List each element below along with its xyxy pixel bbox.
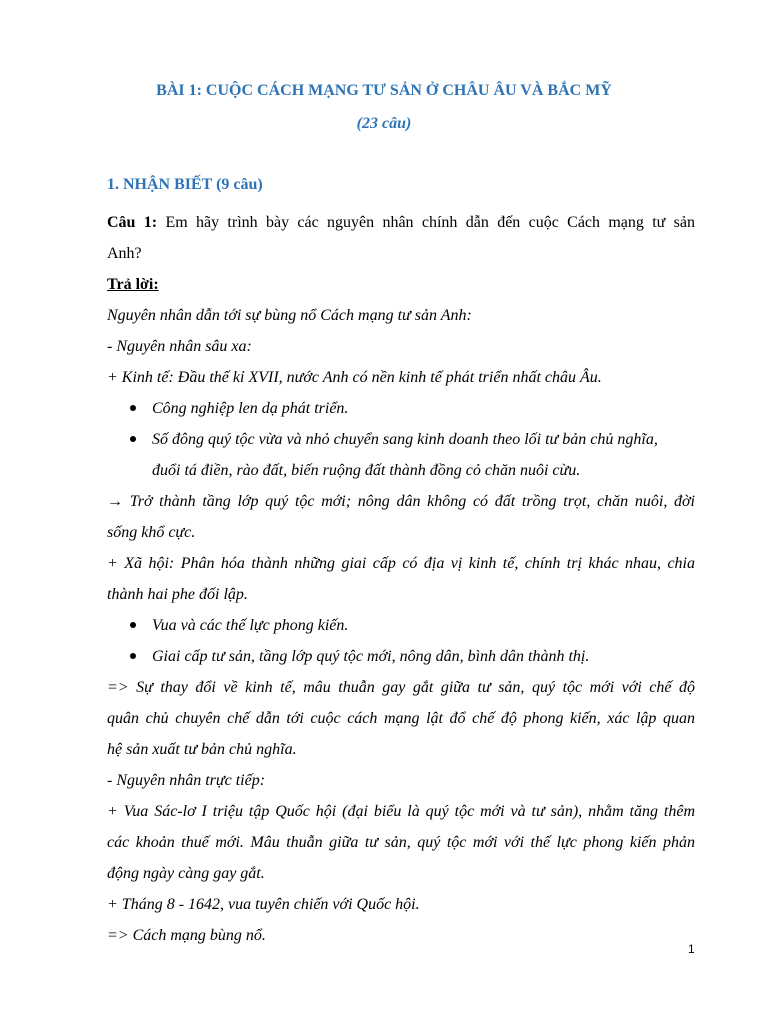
document-subtitle: (23 câu) — [356, 115, 412, 132]
question-text-cont: Anh? — [107, 245, 142, 262]
document-body — [107, 207, 695, 951]
bullet-icon — [130, 436, 136, 442]
paragraph-line: động ngày càng gay gắt. — [107, 865, 265, 882]
section-heading: 1. NHẬN BIẾT (9 câu) — [107, 176, 263, 193]
bullet-text: Số đông quý tộc vừa và nhỏ chuyển sang kinh doanh theo lối tư bản chủ nghĩa, — [152, 431, 658, 448]
document-title: BÀI 1: CUỘC CÁCH MẠNG TƯ SẢN Ở CHÂU ÂU VÀ BẮC MỸ — [156, 82, 612, 99]
bullet-text: Vua và các thế lực phong kiến. — [152, 617, 349, 634]
paragraph-line: => Sự thay đổi về kinh tế, mâu thuẫn gay gắt giữa tư sản, quý tộc mới với chế độ — [107, 679, 695, 696]
bullet-item — [107, 424, 695, 455]
question-text: Em hãy trình bày các nguyên nhân chính dẫn đến cuộc Cách mạng tư sản — [157, 214, 695, 231]
bullet-item — [107, 641, 695, 672]
answer-label: Trả lời: — [107, 276, 159, 293]
bullet-item — [107, 610, 695, 641]
paragraph-line — [107, 486, 695, 517]
paragraph-text: Trở thành tầng lớp quý tộc mới; nông dân không có đất trồng trọt, chăn nuôi, đời — [123, 493, 695, 510]
paragraph-line: + Kinh tế: Đầu thế kỉ XVII, nước Anh có nền kinh tế phát triển nhất châu Âu. — [107, 369, 602, 386]
bullet-item — [107, 393, 695, 424]
bullet-text: Giai cấp tư sản, tầng lớp quý tộc mới, nông dân, bình dân thành thị. — [152, 648, 590, 665]
page-number: 1 — [688, 942, 695, 956]
paragraph-line: + Vua Sác-lơ I triệu tập Quốc hội (đại biểu là quý tộc mới và tư sản), nhằm tăng thêm — [107, 803, 695, 820]
question-label: Câu 1: — [107, 214, 158, 231]
paragraph-line: hệ sản xuất tư bản chủ nghĩa. — [107, 741, 297, 758]
bullet-text: Công nghiệp len dạ phát triển. — [152, 400, 349, 417]
paragraph-line: thành hai phe đối lập. — [107, 586, 248, 603]
paragraph-line: các khoản thuế mới. Mâu thuẫn giữa tư sản, quý tộc mới với thế lực phong kiến phản — [107, 834, 695, 851]
paragraph-line: quân chủ chuyên chế dẫn tới cuộc cách mạng lật đổ chế độ phong kiến, xác lập quan — [107, 710, 695, 727]
paragraph-line: + Xã hội: Phân hóa thành những giai cấp có địa vị kinh tế, chính trị khác nhau, chia — [107, 555, 695, 572]
paragraph-line: - Nguyên nhân sâu xa: — [107, 338, 252, 355]
bullet-icon — [130, 405, 136, 411]
question-line — [107, 207, 695, 238]
paragraph-line: + Tháng 8 - 1642, vua tuyên chiến với Quốc hội. — [107, 896, 420, 913]
paragraph-line: => Cách mạng bùng nổ. — [107, 927, 266, 944]
bullet-icon — [130, 653, 136, 659]
arrow-right-icon: → — [107, 493, 123, 510]
paragraph-line: Nguyên nhân dẫn tới sự bùng nổ Cách mạng tư sản Anh: — [107, 307, 472, 324]
bullet-text-cont: đuổi tá điền, rào đất, biến ruộng đất thành đồng cỏ chăn nuôi cừu. — [152, 462, 581, 479]
paragraph-line: sống khổ cực. — [107, 524, 196, 541]
bullet-icon — [130, 622, 136, 628]
paragraph-line: - Nguyên nhân trực tiếp: — [107, 772, 266, 789]
